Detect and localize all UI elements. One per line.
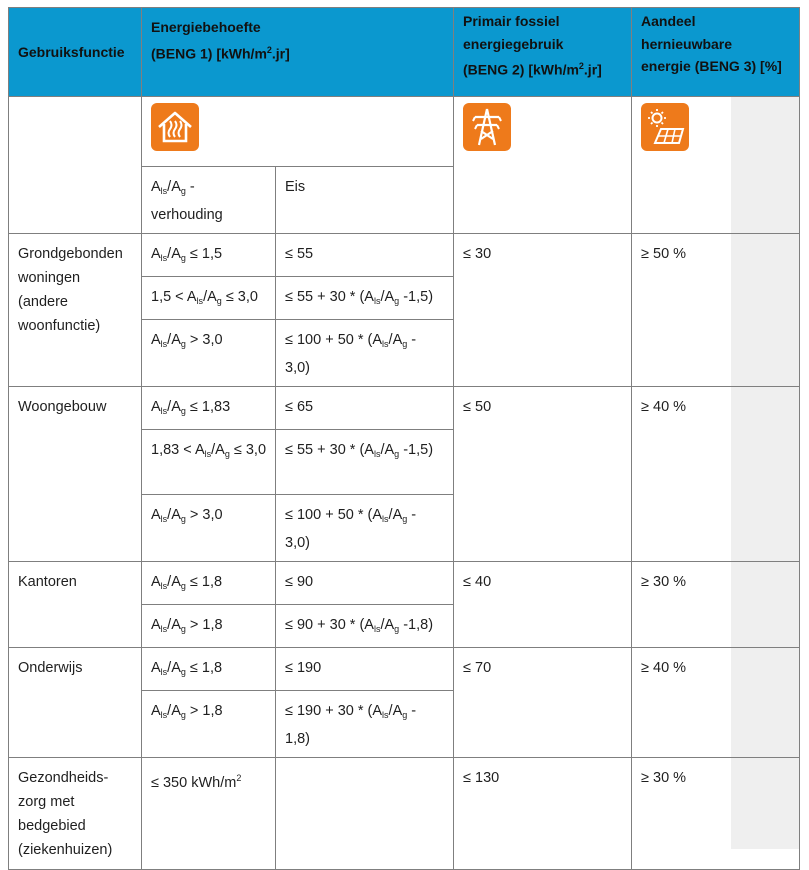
ratio-value: > 1,8	[189, 703, 223, 719]
header-beng3-line1: Aandeel	[641, 13, 696, 29]
eis-value: ≤ 90 + 30 * (	[285, 617, 365, 633]
beng3-cell: ≥ 40 %	[632, 648, 800, 758]
ratio-cell: $1,5 < A_{ls}/A_g \le 3,0$	[142, 277, 276, 320]
eis-cell: ≤ $190 + 30 * (A_{ls}/A_g - 1,8)$	[276, 691, 454, 758]
ratio-subheader: $A_{ls}/A_g$ - verhouding	[142, 167, 276, 234]
ratio-value: ≤ 3,0	[233, 442, 267, 458]
beng2-cell: ≤ 30	[454, 234, 632, 387]
ratio-value: > 3,0	[189, 332, 223, 348]
function-cell: Onderwijs	[9, 648, 142, 758]
header-beng1-line2: (BENG 1) [kWh/m	[151, 45, 267, 62]
eis-value: ≤ 100 + 50 * (	[285, 332, 373, 348]
header-beng2-sup: 2	[578, 61, 584, 71]
eis-cell: ≤ 90	[276, 562, 454, 605]
header-beng2-line2: energiegebruik	[463, 35, 564, 52]
table-row	[9, 234, 800, 277]
eis-value: ≤ 55 + 30 * (	[285, 442, 365, 458]
ratio-value: > 3,0	[189, 507, 223, 523]
table-row	[9, 562, 800, 605]
eis-subheader: Eis	[276, 167, 454, 234]
eis-tail: -1,5)	[399, 442, 434, 458]
header-beng3	[632, 8, 800, 97]
beng1-sup: 2	[236, 773, 242, 783]
house-heat-icon	[151, 103, 199, 151]
eis-cell: ≤ 190	[276, 648, 454, 691]
header-beng2	[454, 8, 632, 97]
beng3-cell: ≥ 40 %	[632, 387, 800, 562]
eis-cell: ≤ $100 + 50 * (A_{ls}/A_g - 3,0)$	[276, 320, 454, 387]
beng1-value: ≤ 350 kWh/m	[151, 774, 237, 791]
table-row	[9, 387, 800, 430]
beng1-cell	[142, 758, 276, 870]
eis-cell: ≤ $55 + 30 * (A_{ls}/A_g$ -1,5)	[276, 277, 454, 320]
header-beng3-line2: hernieuwbare	[641, 35, 733, 52]
ratio-value: ≤ 3,0	[225, 289, 258, 305]
eis-tail: - 3,0)	[285, 332, 417, 376]
beng2-cell: ≤ 40	[454, 562, 632, 648]
eis-value: ≤ 55 + 30 * (	[285, 289, 365, 305]
beng1-icon-cell	[142, 97, 454, 167]
header-beng1	[142, 8, 454, 97]
header-beng2-line1: Primair fossiel	[463, 13, 560, 29]
header-beng2-line3: (BENG 2) [kWh/m	[463, 61, 579, 78]
ratio-cell: $A_{ls}/A_g \le 1,8$	[142, 648, 276, 691]
eis-tail: - 1,8)	[285, 703, 417, 747]
eis-tail: - 3,0)	[285, 507, 417, 551]
eis-tail: -1,5)	[399, 289, 434, 305]
ratio-cell: $1,83 < A_{ls}/A_g \le 3,0$	[142, 430, 276, 495]
ratio-value: ≤ 1,5	[189, 246, 223, 262]
ratio-cell: $A_{ls}/A_g \le 1,8$	[142, 562, 276, 605]
header-beng3-line3: energie (BENG 3) [%]	[641, 58, 782, 74]
header-beng1-sup: 2	[266, 44, 272, 55]
ratio-cell: $A_{ls}/A_g > 3,0$	[142, 495, 276, 562]
beng-requirements-table	[8, 7, 800, 870]
beng2-cell: ≤ 50	[454, 387, 632, 562]
icon-row-blank	[9, 97, 142, 234]
ratio-value: > 1,8	[189, 617, 223, 633]
eis-cell-empty	[276, 758, 454, 870]
ratio-cell: $A_{ls}/A_g \le 1,5$	[142, 234, 276, 277]
ratio-cell: $A_{ls}/A_g > 3,0$	[142, 320, 276, 387]
header-row	[9, 8, 800, 97]
header-beng1-tail: .jr]	[271, 45, 290, 62]
eis-cell: ≤ 65	[276, 387, 454, 430]
eis-cell: ≤ $100 + 50 * (A_{ls}/A_g - 3,0)$	[276, 495, 454, 562]
ratio-value: ≤ 1,8	[189, 660, 223, 676]
beng3-icon-cell	[632, 97, 800, 234]
table-row	[9, 758, 800, 870]
ratio-value: ≤ 1,8	[189, 574, 223, 590]
eis-value: ≤ 190 + 30 * (	[285, 703, 373, 719]
beng3-cell: ≥ 30 %	[632, 562, 800, 648]
header-beng2-tail: .jr]	[583, 61, 602, 78]
eis-cell: ≤ $90 + 30 * (A_{ls}/A_g$ -1,8)	[276, 605, 454, 648]
function-cell: Grondgebonden woningen (andere woonfunctie)	[9, 234, 142, 387]
eis-cell: ≤ 55	[276, 234, 454, 277]
beng3-cell: ≥ 50 %	[632, 234, 800, 387]
table-row	[9, 648, 800, 691]
header-beng1-line1: Energiebehoefte	[151, 19, 261, 35]
solar-panel-icon	[641, 103, 689, 151]
function-cell: Woongebouw	[9, 387, 142, 562]
beng3-cell: ≥ 30 %	[632, 758, 800, 870]
power-pylon-icon	[463, 103, 511, 151]
eis-value: ≤ 100 + 50 * (	[285, 507, 373, 523]
function-cell: Gezondheids- zorg met bedgebied (ziekenhuizen)	[9, 758, 142, 870]
ratio-prefix: 1,5 <	[151, 289, 184, 305]
eis-cell: ≤ $55 + 30 * (A_{ls}/A_g$ -1,5)	[276, 430, 454, 495]
beng2-cell: ≤ 130	[454, 758, 632, 870]
ratio-cell: $A_{ls}/A_g > 1,8$	[142, 691, 276, 758]
icon-row	[9, 97, 800, 167]
ratio-cell: $A_{ls}/A_g \le 1,83$	[142, 387, 276, 430]
ratio-value: ≤ 1,83	[189, 399, 231, 415]
function-cell: Kantoren	[9, 562, 142, 648]
beng2-cell: ≤ 70	[454, 648, 632, 758]
ratio-cell: $A_{ls}/A_g > 1,8$	[142, 605, 276, 648]
beng2-icon-cell	[454, 97, 632, 234]
ratio-subheader-label: verhouding	[151, 207, 223, 223]
eis-tail: -1,8)	[399, 617, 434, 633]
ratio-prefix: 1,83 <	[151, 442, 192, 458]
header-gebruiksfunctie: Gebruiksfunctie	[9, 8, 142, 97]
